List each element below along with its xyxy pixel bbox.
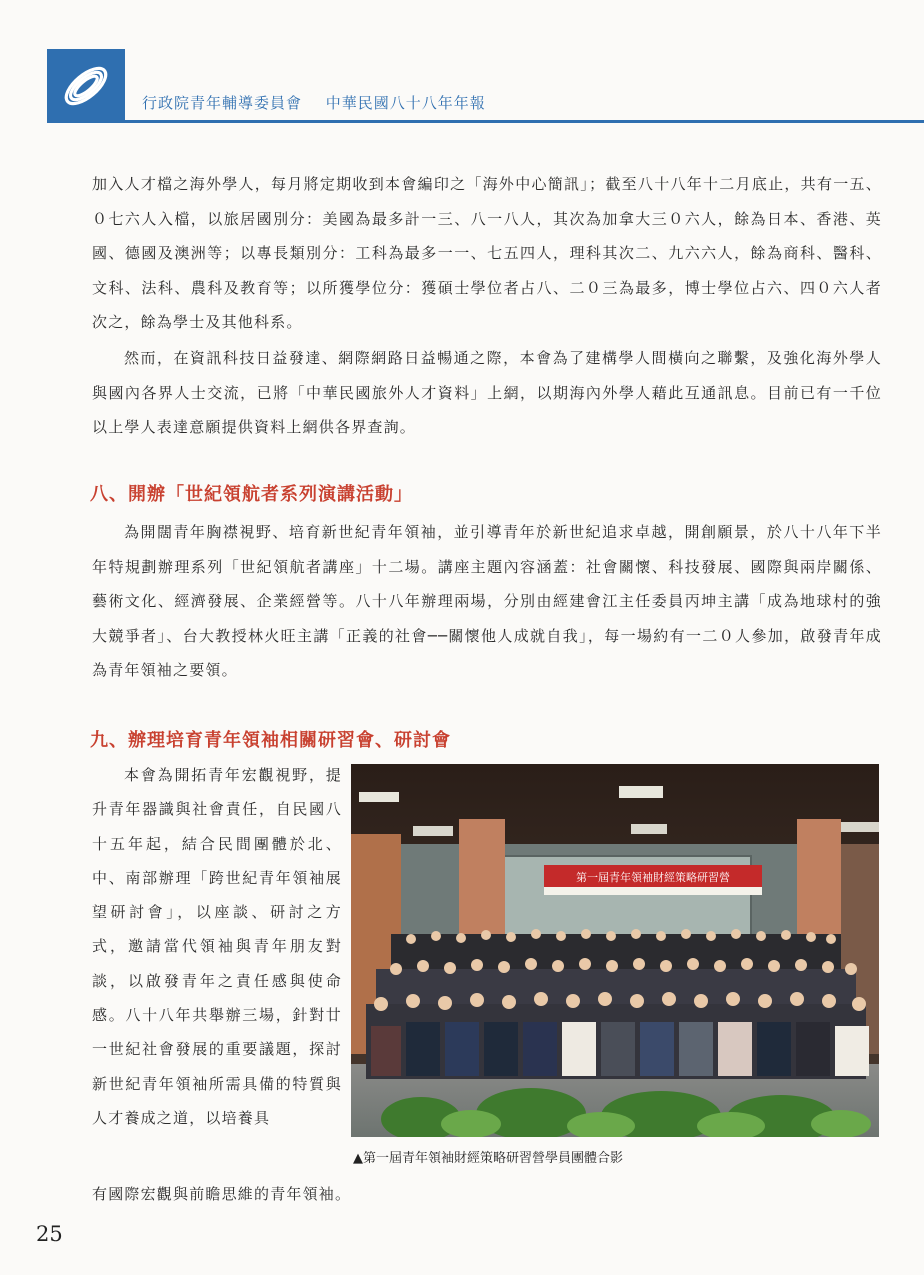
header-rule [125, 120, 924, 123]
section-9-body: 本會為開拓青年宏觀視野，提升青年器識與社會責任，自民國八十五年起，結合民間團體於北、中、南部辦理「跨世紀青年領袖展望研討會」，以座談、研討之方式，邀請當代領袖與青年朋友對談，以啟發青年之責任感與使命感。八十八年共舉辦三場，針對廿一世紀社會發展的重要議題，探討新世紀青年領袖所需具備的特質與人才養成之道，以培養具 [92, 766, 342, 1127]
page-number: 25 [36, 1222, 63, 1246]
group-photo-image [351, 764, 879, 1137]
running-header [142, 92, 504, 113]
photo-caption: ▲第一屆青年領袖財經策略研習營學員團體合影 [353, 1151, 623, 1166]
photo-banner-text: 第一屆青年領袖財經策略研習營 [576, 871, 730, 884]
section-8-heading: 八、開辦「世紀領航者系列演講活動」 [90, 484, 413, 505]
rings-logo-icon [55, 57, 117, 115]
logo [47, 49, 125, 123]
section-9-heading: 九、辦理培育青年領袖相關研習會、研討會 [90, 730, 451, 751]
group-photo [351, 764, 879, 1137]
section-9-body-end: 有國際宏觀與前瞻思維的青年領袖。 [92, 1185, 352, 1203]
section-8-body: 為開闊青年胸襟視野、培育新世紀青年領袖，並引導青年於新世紀追求卓越，開創願景，於八十八年下半年特規劃辦理系列「世紀領航者講座」十二場。講座主題內容涵蓋：社會關懷、科技發展、國際與兩岸關係、藝術文化、經濟發展、企業經營等。八十八年辦理兩場，分別由經建會江主任委員丙坤主講「成為地球村的強大競爭者」、台大教授林火旺主講「正義的社會──關懷他人成就自我」，每一場約有一二０人參加，啟發青年成為青年領袖之要領。 [92, 523, 882, 679]
header-report: 中華民國八十八年年報 [325, 94, 486, 112]
paragraph-online-database: 然而，在資訊科技日益發達、網際網路日益暢通之際，本會為了建構學人間橫向之聯繫，及強化海外學人與國內各界人士交流，已將「中華民國旅外人才資料」上網，以期海內外學人藉此互通訊息。目前已有一千位以上學人表達意願提供資料上網供各界查詢。 [92, 349, 882, 436]
paragraph-overseas-talent: 加入人才檔之海外學人，每月將定期收到本會編印之「海外中心簡訊」；截至八十八年十二月底止，共有一五、０七六人入檔，以旅居國別分：美國為最多計一三、八一八人，其次為加拿大三０六人，餘為日本、香港、英國、德國及澳洲等；以專長類別分：工科為最多一一、七五四人，理科其次二、九六六人，餘為商科、醫科、文科、法科、農科及教育等；以所獲學位分：獲碩士學位者占八、二０三為最多，博士學位占六、四０六人者次之，餘為學士及其他科系。 [92, 175, 882, 331]
header-org: 行政院青年輔導委員會 [142, 94, 303, 112]
